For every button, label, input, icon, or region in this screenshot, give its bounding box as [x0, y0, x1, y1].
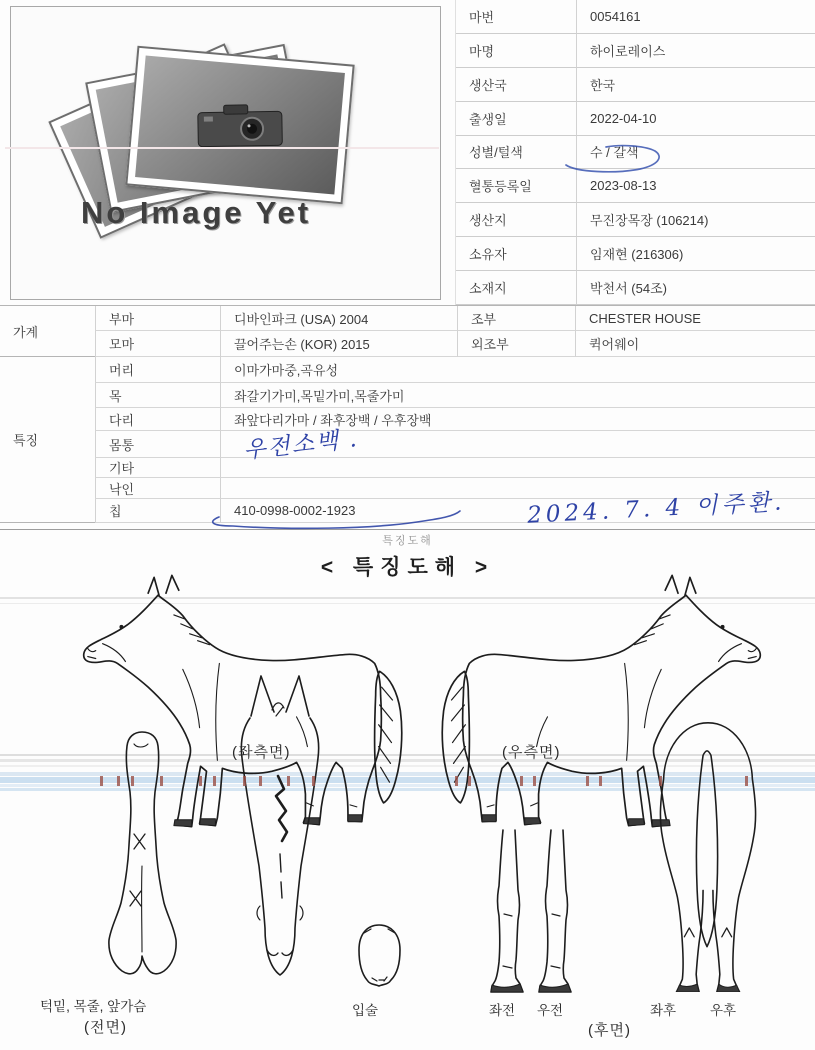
info-value: 한국: [576, 68, 815, 102]
scan-artifact-dash: [533, 776, 536, 786]
feature-value: [220, 458, 815, 478]
diagram-small-title: 특징도해: [382, 535, 433, 547]
sex-color-pen-mark: [560, 138, 670, 178]
pedigree-label: 모마: [95, 331, 220, 357]
horse-front-neck-view: [96, 726, 188, 988]
info-value: 2022-04-10: [576, 102, 815, 136]
pedigree-label: 부마: [95, 306, 220, 331]
info-value: 박천서 (54조): [576, 271, 815, 305]
feature-label: 기타: [95, 458, 220, 478]
feature-label: 몸통: [95, 431, 220, 458]
feature-value: 이마가마중,곡유성: [220, 356, 815, 383]
scan-artifact-dash: [312, 776, 315, 786]
pedigree-value: 퀵어웨이: [575, 331, 815, 357]
handwritten-signature: 2024. 7. 4 이주환.: [526, 489, 786, 529]
info-label: 마번: [456, 0, 576, 34]
scan-artifact-dash: [599, 776, 602, 786]
lips-label: 입술: [352, 1003, 379, 1018]
feature-label: 낙인: [95, 478, 220, 499]
scan-artifact-line: [5, 147, 439, 149]
right-side-view-label: (우측면): [502, 744, 561, 761]
left-front-leg-view: [487, 826, 531, 994]
right-front-label: 우전: [537, 1003, 564, 1018]
info-label: 소재지: [456, 271, 576, 305]
pedigree-group-label: 가계: [0, 306, 95, 357]
pedigree-table: [0, 305, 815, 357]
scan-artifact-dash: [468, 776, 471, 786]
chip-underline-stroke: [205, 505, 465, 533]
diagram-title: < 특징도해 >: [320, 556, 495, 579]
info-value: 2023-08-13: [576, 169, 815, 203]
info-label: 성별/털색: [456, 136, 576, 170]
info-label: 생산지: [456, 203, 576, 237]
scan-artifact-dash: [131, 776, 134, 786]
pedigree-value: 끌어주는손 (KOR) 2015: [220, 331, 457, 357]
info-label: 혈통등록일: [456, 169, 576, 203]
scan-artifact-dash: [745, 776, 748, 786]
feature-value: 410-0998-0002-1923: [220, 499, 815, 523]
scan-artifact-dash: [287, 776, 290, 786]
feature-label: 다리: [95, 408, 220, 431]
scan-artifact-dash: [199, 776, 202, 786]
feature-value: 좌앞다리가마 / 좌후장백 / 우후장백: [220, 408, 815, 431]
info-value: 무진장목장 (106214): [576, 203, 815, 237]
left-side-view-label: (좌측면): [232, 744, 291, 761]
front-view-label: (전면): [84, 1019, 127, 1036]
handwritten-body-mark: 우전소백 .: [242, 426, 360, 464]
scan-artifact-dash: [659, 776, 662, 786]
info-value: 하이로레이스: [576, 34, 815, 68]
horse-lips-view: [347, 920, 413, 992]
right-front-leg-view: [535, 826, 579, 994]
photo-placeholder: [10, 6, 441, 300]
info-label: 마명: [456, 34, 576, 68]
scan-artifact-dash: [455, 776, 458, 786]
rear-view-label: (후면): [588, 1022, 631, 1039]
left-front-label: 좌전: [489, 1003, 516, 1018]
info-value: 임재현 (216306): [576, 237, 815, 271]
info-value: 수 / 갈색: [576, 136, 815, 170]
photo-stack-front: [125, 46, 354, 204]
feature-label: 목: [95, 383, 220, 408]
pedigree-value: 디바인파크 (USA) 2004: [220, 306, 457, 331]
scan-artifact-dash: [586, 776, 589, 786]
feature-label: 칩: [95, 499, 220, 523]
scan-artifact-dash: [259, 776, 262, 786]
feature-label: 머리: [95, 356, 220, 383]
pedigree-value: CHESTER HOUSE: [575, 306, 815, 331]
scan-artifact-dash: [243, 776, 246, 786]
pedigree-label: 외조부: [457, 331, 575, 357]
info-label: 소유자: [456, 237, 576, 271]
scan-artifact-dash: [117, 776, 120, 786]
info-value: 0054161: [576, 0, 815, 34]
horse-front-head-view: [226, 668, 334, 993]
scan-artifact-dash: [213, 776, 216, 786]
features-group-label: 특징: [0, 356, 95, 523]
horse-rear-view: [646, 708, 770, 992]
pedigree-label: 조부: [457, 306, 575, 331]
scan-artifact-dash: [520, 776, 523, 786]
info-label: 생산국: [456, 68, 576, 102]
feature-value: 좌갈기가미,목밑가미,목줄가미: [220, 383, 815, 408]
no-image-text: No Image Yet: [81, 195, 312, 230]
right-hind-label: 우후: [710, 1003, 737, 1018]
info-label: 출생일: [456, 102, 576, 136]
scan-artifact-dash: [160, 776, 163, 786]
left-hind-label: 좌후: [650, 1003, 677, 1018]
front-view-caption: 턱밑, 목줄, 앞가슴: [40, 999, 147, 1014]
scan-artifact-dash: [100, 776, 103, 786]
